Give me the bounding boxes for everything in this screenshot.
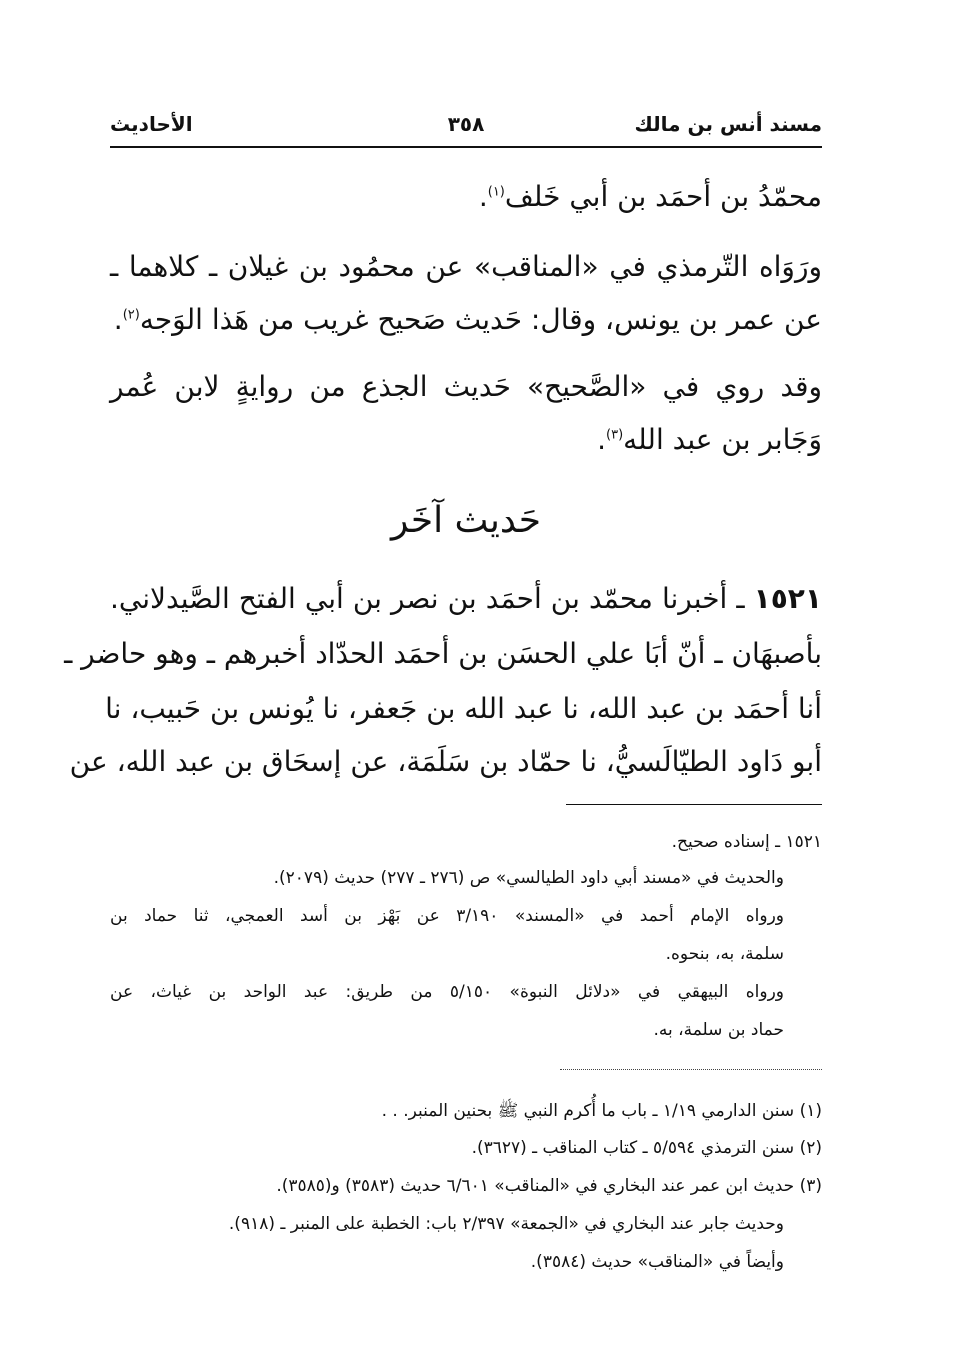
footnote-ref-2: (٢) <box>122 307 140 323</box>
takhrij-line-5: ورواه البيهقي في «دلائل النبوة» ٥/١٥٠ من طريق: عبد الواحد بن غياث، عن <box>110 982 785 1002</box>
intro-line-1-text: محمّدُ بن أحمَد بن أبي خَلف <box>504 180 822 213</box>
intro-para3-line-2 <box>597 423 822 456</box>
intro-para3-line-2-end: . <box>597 423 606 456</box>
footnote-2: (٢) سنن الترمذي ٥/٥٩٤ ـ كتاب المناقب ـ (٣٦٢٧). <box>471 1138 822 1158</box>
header-section-title: الأحاديث <box>110 112 193 136</box>
intro-para2-line-2-text: عن عمر بن يونس، وقال: حَديث صَحيح غريب من هَذا الوَجه <box>139 303 822 336</box>
takhrij-line-1: ١٥٢١ ـ إسناده صحيح. <box>671 832 822 852</box>
intro-line-1-end: . <box>478 180 488 213</box>
intro-para3-line-2-text: وَجَابر بن عبد الله <box>623 423 822 456</box>
intro-para2-line-1: ورَوَاه التّرمذي في «المناقب» عن محمُود بن غيلان ـ كلاهما ـ <box>110 250 822 283</box>
footnote-ref-3: (٣) <box>606 427 624 443</box>
hadith-line-2: بأصبهَان ـ أنّ أبَا علي الحسَن بن أحمَد الحدّاد أخبرهم ـ وهو حاضر ـ <box>64 637 822 670</box>
hadith-line-3: أنا أحمَد بن عبد الله، نا عبد الله بن جَعفر، نا يُونس بن حَبيب، نا <box>105 692 822 725</box>
page-number: ٣٥٨ <box>447 112 485 136</box>
footnote-3-line-3: وأيضاً في «المناقب» حديث (٣٥٨٤). <box>530 1252 784 1272</box>
header-book-title: مسند أنس بن مالك <box>634 112 822 136</box>
section-title: حَديث آخَر <box>390 500 542 541</box>
hadith-line-1 <box>110 582 822 615</box>
takhrij-line-3: ورواه الإمام أحمد في «المسند» ٣/١٩٠ عن بَهْز بن أسد العمجي، ثنا حماد بن <box>110 906 784 926</box>
hadith-number: ١٥٢١ <box>753 582 822 615</box>
takhrij-line-6: حماد بن سلمة، به. <box>653 1020 784 1040</box>
footnote-1: (١) سنن الدارمي ١/١٩ ـ باب ما أُكرم النبي ﷺ بحنين المنبر. . . <box>381 1101 822 1121</box>
footnote-3-line-1: (٣) حديث ابن عمر عند البخاري في «المناقب» ٦/٦٠١ حديث (٣٥٨٣) و(٣٥٨٥). <box>276 1176 822 1196</box>
takhrij-line-2: والحديث في «مسند أبي داود الطيالسي» ص (٢٧٦ ـ ٢٧٧) حديث (٢٠٧٩). <box>273 868 784 888</box>
intro-line-1 <box>479 180 822 213</box>
footnote-3-line-2: وحديث جابر عند البخاري في «الجمعة» ٢/٣٩٧ باب: الخطبة على المنبر ـ (٩١٨). <box>228 1214 784 1234</box>
hadith-line-1-text: ـ أخبرنا محمّد بن أحمَد بن نصر بن أبي الفتح الصَّيدلاني. <box>110 582 745 615</box>
intro-para2-line-2-end: . <box>113 303 123 336</box>
takhrij-separator <box>566 804 822 805</box>
footnotes-separator <box>560 1069 822 1070</box>
footnote-ref-1: (١) <box>487 184 505 200</box>
hadith-line-4: أبو دَاود الطيّالَسيُّ، نا حمّاد بن سَلَمَة، عن إسحَاق بن عبد الله، عن <box>69 745 822 778</box>
intro-para2-line-2 <box>114 303 822 336</box>
intro-para3-line-1: وقد روي في «الصَّحيح» حَديث الجذع من روايةٍ لابن عُمر <box>110 370 822 403</box>
running-header <box>110 106 822 148</box>
takhrij-line-4: سلمة، به، بنحوه. <box>665 944 784 964</box>
